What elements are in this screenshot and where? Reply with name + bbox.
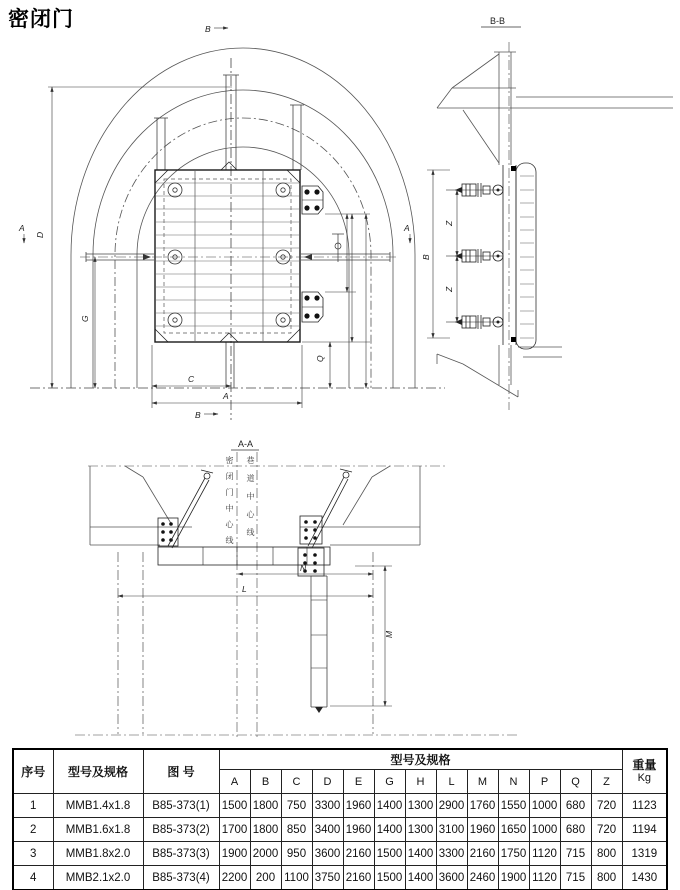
cell-dim-z: 720 (591, 818, 622, 842)
cell-dim-z: 800 (591, 866, 622, 890)
cell-drawing-no: B85-373(3) (143, 842, 219, 866)
dim-label-g: G (80, 315, 90, 322)
weight-label: 重量 (632, 758, 657, 772)
cell-model: MMB2.1x2.0 (53, 866, 143, 890)
col-header-model: 型号及规格 (53, 749, 143, 794)
cell-dim-q: 715 (560, 866, 591, 890)
clamp-bolt-bottom (455, 315, 503, 329)
cell-dim-d: 3750 (312, 866, 343, 890)
cell-dim-a: 1900 (219, 842, 250, 866)
spec-row (13, 866, 667, 890)
handle-wheels (168, 183, 290, 327)
cell-index: 4 (13, 866, 53, 890)
col-header-dim-g: G (374, 770, 405, 794)
cell-dim-l: 3100 (436, 818, 467, 842)
col-header-weight (622, 749, 667, 794)
cell-dim-g: 1400 (374, 794, 405, 818)
right-hinge-assembly (298, 469, 352, 576)
cell-dim-h: 1400 (405, 842, 436, 866)
latch-bolt-symbol (332, 234, 344, 262)
dim-label-n: N (300, 563, 307, 573)
cell-dim-m: 2460 (467, 866, 498, 890)
door-leaf-section (503, 163, 536, 349)
cell-weight: 1319 (622, 842, 667, 866)
col-header-drawing-no: 图 号 (143, 749, 219, 794)
cell-model: MMB1.6x1.8 (53, 818, 143, 842)
cell-index: 1 (13, 794, 53, 818)
cell-dim-q: 715 (560, 842, 591, 866)
roadway-centerline-label: 巷道中心线 (246, 456, 255, 546)
cell-weight: 1194 (622, 818, 667, 842)
section-view-aa (75, 439, 520, 737)
cell-dim-e: 2160 (343, 842, 374, 866)
cell-weight: 1430 (622, 866, 667, 890)
col-header-dim-d: D (312, 770, 343, 794)
cell-weight: 1123 (622, 794, 667, 818)
clamp-bolt-middle (455, 249, 503, 263)
side-view-bb (421, 16, 673, 410)
cell-dim-c: 1100 (281, 866, 312, 890)
section-dimensions (75, 552, 520, 735)
left-hinge-assembly (158, 470, 213, 548)
spec-row (13, 818, 667, 842)
page-title: 密闭门 (8, 8, 74, 31)
cell-dim-b: 1800 (250, 794, 281, 818)
front-view (18, 24, 445, 420)
cell-drawing-no: B85-373(4) (143, 866, 219, 890)
cell-dim-n: 1900 (498, 866, 529, 890)
cell-dim-c: 750 (281, 794, 312, 818)
dim-label-d: D (35, 231, 45, 238)
cell-dim-e: 1960 (343, 818, 374, 842)
col-header-dim-c: C (281, 770, 312, 794)
cell-dim-p: 1120 (529, 842, 560, 866)
dim-label-z-lower: Z (444, 286, 454, 292)
clamp-bolt-top (455, 183, 503, 197)
weight-unit-label: Kg (637, 772, 652, 784)
cell-dim-h: 1300 (405, 794, 436, 818)
cell-dim-a: 1500 (219, 794, 250, 818)
plate-ribs (520, 176, 534, 338)
bottom-post (226, 342, 234, 388)
cell-dim-p: 1000 (529, 818, 560, 842)
side-dim-labels (421, 16, 505, 293)
spec-table (12, 748, 668, 890)
side-dimensions (427, 170, 458, 338)
col-header-dim-m: M (467, 770, 498, 794)
col-header-dim-l: L (436, 770, 467, 794)
cell-dim-m: 2160 (467, 842, 498, 866)
spec-table-wrap (12, 748, 668, 890)
cell-dim-l: 3300 (436, 842, 467, 866)
cell-dim-l: 3600 (436, 866, 467, 890)
cell-dim-p: 1000 (529, 794, 560, 818)
cell-dim-e: 1960 (343, 794, 374, 818)
door-centerline-label: 密闭门中心线 (225, 456, 234, 552)
cell-dim-p: 1120 (529, 866, 560, 890)
cell-drawing-no: B85-373(1) (143, 794, 219, 818)
cell-drawing-no: B85-373(2) (143, 818, 219, 842)
cell-dim-h: 1400 (405, 866, 436, 890)
section-marker-b-top: B (205, 24, 211, 34)
cell-index: 2 (13, 818, 53, 842)
cell-dim-b: 2000 (250, 842, 281, 866)
clamp-bolts (455, 183, 503, 329)
cell-dim-c: 950 (281, 842, 312, 866)
cell-dim-l: 2900 (436, 794, 467, 818)
cell-dim-h: 1300 (405, 818, 436, 842)
cell-dim-q: 680 (560, 818, 591, 842)
cell-dim-g: 1400 (374, 818, 405, 842)
dim-label-l: L (242, 584, 247, 594)
hanging-post (311, 576, 327, 713)
spec-table-body (13, 794, 667, 890)
cell-index: 3 (13, 842, 53, 866)
col-header-dim-e: E (343, 770, 374, 794)
col-header-dim-n: N (498, 770, 529, 794)
cell-dim-e: 2160 (343, 866, 374, 890)
dim-label-z-upper: Z (444, 220, 454, 226)
dim-label-q: Q (315, 355, 325, 362)
cell-dim-g: 1500 (374, 842, 405, 866)
cell-dim-c: 850 (281, 818, 312, 842)
dim-label-a: A (223, 391, 229, 401)
front-dimensions (24, 28, 410, 414)
cell-dim-d: 3300 (312, 794, 343, 818)
cell-dim-m: 1960 (467, 818, 498, 842)
dim-label-b: B (421, 254, 431, 260)
col-header-dim-z: Z (591, 770, 622, 794)
horizontal-shaft (80, 252, 398, 262)
spec-row (13, 842, 667, 866)
cell-dim-q: 680 (560, 794, 591, 818)
cell-dim-b: 1800 (250, 818, 281, 842)
dim-label-m: M (384, 630, 394, 638)
cell-dim-n: 1650 (498, 818, 529, 842)
roof-posts (154, 75, 304, 170)
cell-dim-d: 3400 (312, 818, 343, 842)
cell-dim-a: 1700 (219, 818, 250, 842)
col-header-dim-a: A (219, 770, 250, 794)
cell-dim-n: 1550 (498, 794, 529, 818)
col-header-dim-b: B (250, 770, 281, 794)
section-marker-a-left: A (19, 223, 25, 233)
cell-dim-g: 1500 (374, 866, 405, 890)
col-header-spec-group: 型号及规格 (219, 749, 622, 770)
cell-model: MMB1.8x2.0 (53, 842, 143, 866)
cell-dim-b: 200 (250, 866, 281, 890)
tunnel-arch-outlines (71, 48, 415, 388)
col-header-dim-h: H (405, 770, 436, 794)
col-header-index: 序号 (13, 749, 53, 794)
col-header-dim-q: Q (560, 770, 591, 794)
cell-dim-z: 720 (591, 794, 622, 818)
cell-dim-n: 1750 (498, 842, 529, 866)
cell-dim-m: 1760 (467, 794, 498, 818)
side-view-title: B-B (490, 16, 506, 26)
section-marker-a-right: A (404, 223, 410, 233)
dim-label-c: C (188, 374, 195, 384)
col-header-dim-p: P (529, 770, 560, 794)
section-marker-b-bottom: B (195, 410, 201, 420)
cell-model: MMB1.4x1.8 (53, 794, 143, 818)
section-view-title: A-A (238, 439, 254, 449)
wall-section (437, 52, 673, 397)
spec-row (13, 794, 667, 818)
cell-dim-z: 800 (591, 842, 622, 866)
cell-dim-a: 2200 (219, 866, 250, 890)
cell-dim-d: 3600 (312, 842, 343, 866)
